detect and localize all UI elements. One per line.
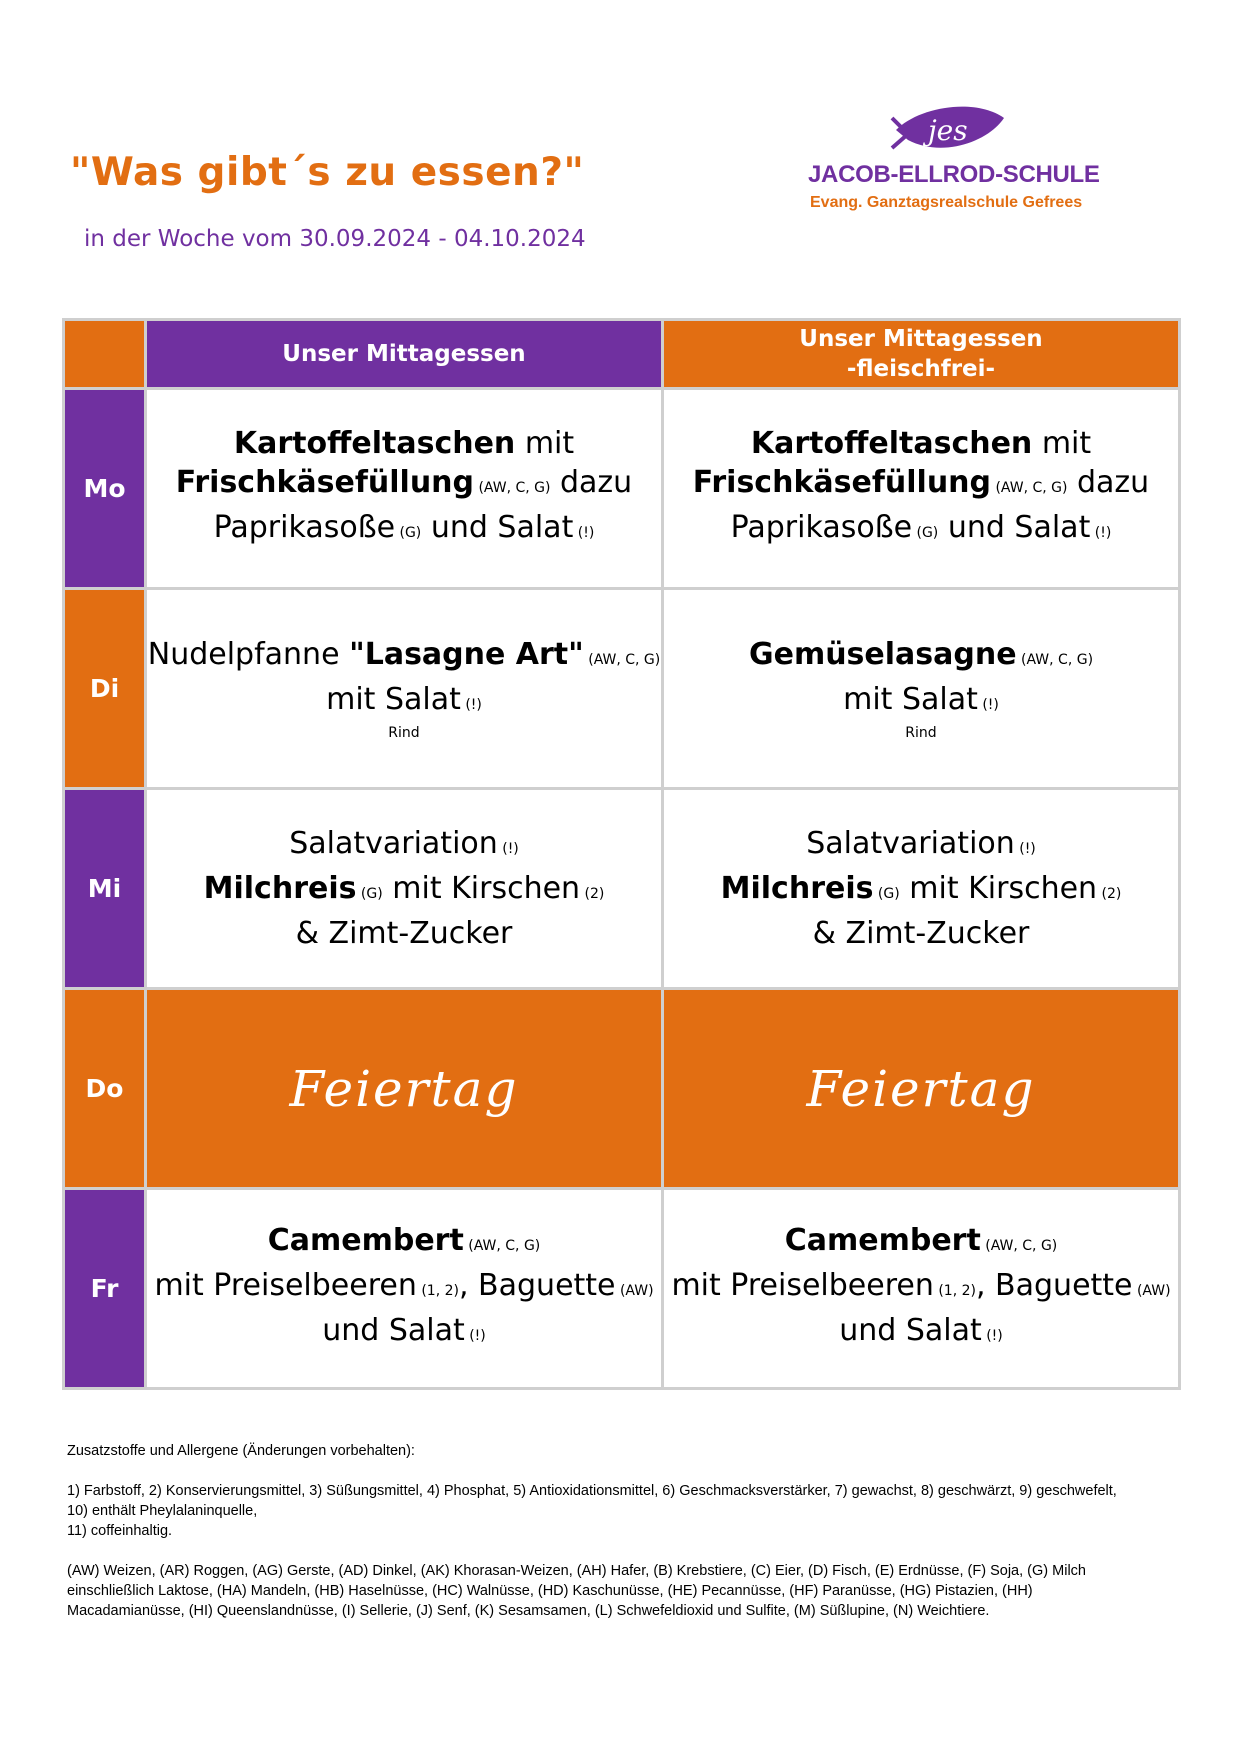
school-tagline: Evang. Ganztagsrealschule Gefrees <box>810 194 1083 211</box>
dish-text: Salatvariation <box>289 826 498 861</box>
allergen-codes: (AW, C, G) <box>1016 651 1094 668</box>
table-row-tuesday <box>64 589 1180 789</box>
allergen-codes: (!) <box>464 1328 486 1344</box>
allergen-codes: (AW, C, G) <box>463 1238 541 1254</box>
dish-regular-di <box>146 589 663 789</box>
page-title: "Was gibt´s zu essen?" <box>70 150 585 195</box>
allergen-codes: (G) <box>395 525 422 541</box>
allergen-codes: (AW, C, G) <box>474 480 551 496</box>
dish-text: mit Preiselbeeren <box>671 1268 934 1303</box>
dish-text: Paprikasoße <box>730 510 913 545</box>
header-vegetarian-label-line1: Unser Mittagessen <box>799 326 1043 352</box>
dish-name: Frischkäsefüllung <box>692 465 992 500</box>
dish-text: , Baguette <box>458 1268 616 1303</box>
dish-text: Salatvariation <box>806 826 1015 861</box>
table-row-wednesday <box>64 789 1180 989</box>
allergen-codes: (!) <box>977 696 999 713</box>
table-row-monday <box>64 389 1180 589</box>
dish-text: mit <box>1032 426 1092 461</box>
dish-text: dazu <box>550 465 633 500</box>
allergen-codes: (1, 2) <box>416 1283 459 1299</box>
dish-name: Milchreis <box>203 871 357 906</box>
dish-text: & Zimt-Zucker <box>812 916 1030 951</box>
allergen-codes: (1, 2) <box>933 1283 976 1299</box>
header-vegetarian-menu <box>663 320 1180 389</box>
lunch-menu-table <box>62 318 1181 1390</box>
allergen-codes: (AW, C, G) <box>991 480 1068 496</box>
day-label-mi: Mi <box>64 789 146 989</box>
day-label-fr: Fr <box>64 1189 146 1389</box>
dish-text: mit Salat <box>326 681 461 717</box>
dish-text: & Zimt-Zucker <box>295 916 513 951</box>
dish-regular-fr <box>146 1189 663 1389</box>
dish-name: "Lasagne Art" <box>349 636 584 672</box>
dish-name: Kartoffeltaschen <box>750 426 1033 461</box>
header-vegetarian-label-line2: -fleischfrei- <box>846 356 996 382</box>
dish-text: und Salat <box>839 1313 982 1348</box>
allergen-codes: (2) <box>1097 886 1122 902</box>
dish-text: und Salat <box>938 510 1091 545</box>
table-row-thursday <box>64 989 1180 1189</box>
fish-logo-icon <box>890 100 1010 158</box>
dish-name: Kartoffeltaschen <box>233 426 516 461</box>
allergen-codes: (!) <box>1014 841 1036 857</box>
header-regular-menu <box>146 320 663 389</box>
dish-text: dazu <box>1067 465 1150 500</box>
day-label-di: Di <box>64 589 146 789</box>
dish-name: Camembert <box>784 1223 981 1258</box>
allergen-codes: (AW) <box>1132 1283 1171 1299</box>
dish-text: mit Kirschen <box>382 871 581 906</box>
allergen-codes: (2) <box>580 886 605 902</box>
additives-list <box>67 1481 1187 1541</box>
dish-vegetarian-fr <box>663 1189 1180 1389</box>
allergen-codes: (!) <box>460 696 482 713</box>
allergen-codes: (G) <box>356 886 383 902</box>
table-header-row <box>64 320 1180 389</box>
allergen-codes: (G) <box>912 525 939 541</box>
holiday-vegetarian-do: Feiertag <box>663 989 1180 1189</box>
dish-vegetarian-mo <box>663 389 1180 589</box>
dish-regular-mi <box>146 789 663 989</box>
footnote-heading: Zusatzstoffe und Allergene (Änderungen vorbehalten): <box>67 1443 415 1459</box>
allergen-codes: (G) <box>873 886 900 902</box>
day-label-do: Do <box>64 989 146 1189</box>
dish-text: Nudelpfanne <box>147 636 350 672</box>
week-subtitle: in der Woche vom 30.09.2024 - 04.10.2024 <box>84 226 586 252</box>
dish-text: mit <box>515 426 575 461</box>
school-logo <box>808 100 1098 215</box>
additives-line: 1) Farbstoff, 2) Konservierungsmittel, 3) Süßungsmittel, 4) Phosphat, 5) Antioxidationsmittel, 6) Geschmacksverstärker, 7) gewachst, 8) geschwärzt, 9) geschwefelt, <box>67 1483 1117 1499</box>
dish-name: Frischkäsefüllung <box>175 465 475 500</box>
additives-line: 10) enthält Pheylalaninquelle, <box>67 1503 258 1519</box>
allergen-codes: (AW) <box>615 1283 654 1299</box>
dish-text: und Salat <box>421 510 574 545</box>
school-name: JACOB-ELLROD-SCHULE <box>808 161 1100 188</box>
dish-text: mit Preiselbeeren <box>154 1268 417 1303</box>
allergen-footnote <box>67 1441 1187 1641</box>
header-corner-cell <box>64 320 146 389</box>
dish-text: und Salat <box>322 1313 465 1348</box>
dish-text: mit Kirschen <box>899 871 1098 906</box>
dish-note: Rind <box>905 724 937 741</box>
allergen-codes: (AW, C, G) <box>980 1238 1058 1254</box>
dish-text: mit Salat <box>843 681 978 717</box>
dish-name: Gemüselasagne <box>748 636 1017 672</box>
dish-vegetarian-di <box>663 589 1180 789</box>
header-regular-label: Unser Mittagessen <box>282 341 526 367</box>
additives-line: 11) coffeinhaltig. <box>67 1523 173 1539</box>
dish-text: Paprikasoße <box>213 510 396 545</box>
allergens-line: (AW) Weizen, (AR) Roggen, (AG) Gerste, (AD) Dinkel, (AK) Khorasan-Weizen, (AH) Hafer, (B) Krebstiere, (C) Eier, (D) Fisch, (E) Erdnüsse, (F) Soja, (G) Milch <box>67 1563 1086 1579</box>
dish-regular-mo <box>146 389 663 589</box>
logo-mark: jes <box>928 114 968 147</box>
day-label-mo: Mo <box>64 389 146 589</box>
holiday-regular-do: Feiertag <box>146 989 663 1189</box>
dish-vegetarian-mi <box>663 789 1180 989</box>
allergens-line: Macadamianüsse, (HI) Queenslandnüsse, (I) Sellerie, (J) Senf, (K) Sesamsamen, (L) Schwefeldioxid und Sulfite, (M) Süßlupine, (N) Weichtiere. <box>67 1603 990 1619</box>
dish-note: Rind <box>388 724 420 741</box>
allergens-line: einschließlich Laktose, (HA) Mandeln, (HB) Haselnüsse, (HC) Walnüsse, (HD) Kaschunüsse, (HE) Pecannüsse, (HF) Paranüsse, (HG) Pistazien, (HH) <box>67 1583 1033 1599</box>
allergen-codes: (!) <box>981 1328 1003 1344</box>
dish-name: Camembert <box>267 1223 464 1258</box>
dish-name: Milchreis <box>720 871 874 906</box>
allergen-codes: (AW, C, G) <box>583 651 661 668</box>
allergens-list <box>67 1561 1187 1621</box>
table-row-friday <box>64 1189 1180 1389</box>
allergen-codes: (!) <box>497 841 519 857</box>
dish-text: , Baguette <box>975 1268 1133 1303</box>
allergen-codes: (!) <box>1090 525 1112 541</box>
allergen-codes: (!) <box>573 525 595 541</box>
